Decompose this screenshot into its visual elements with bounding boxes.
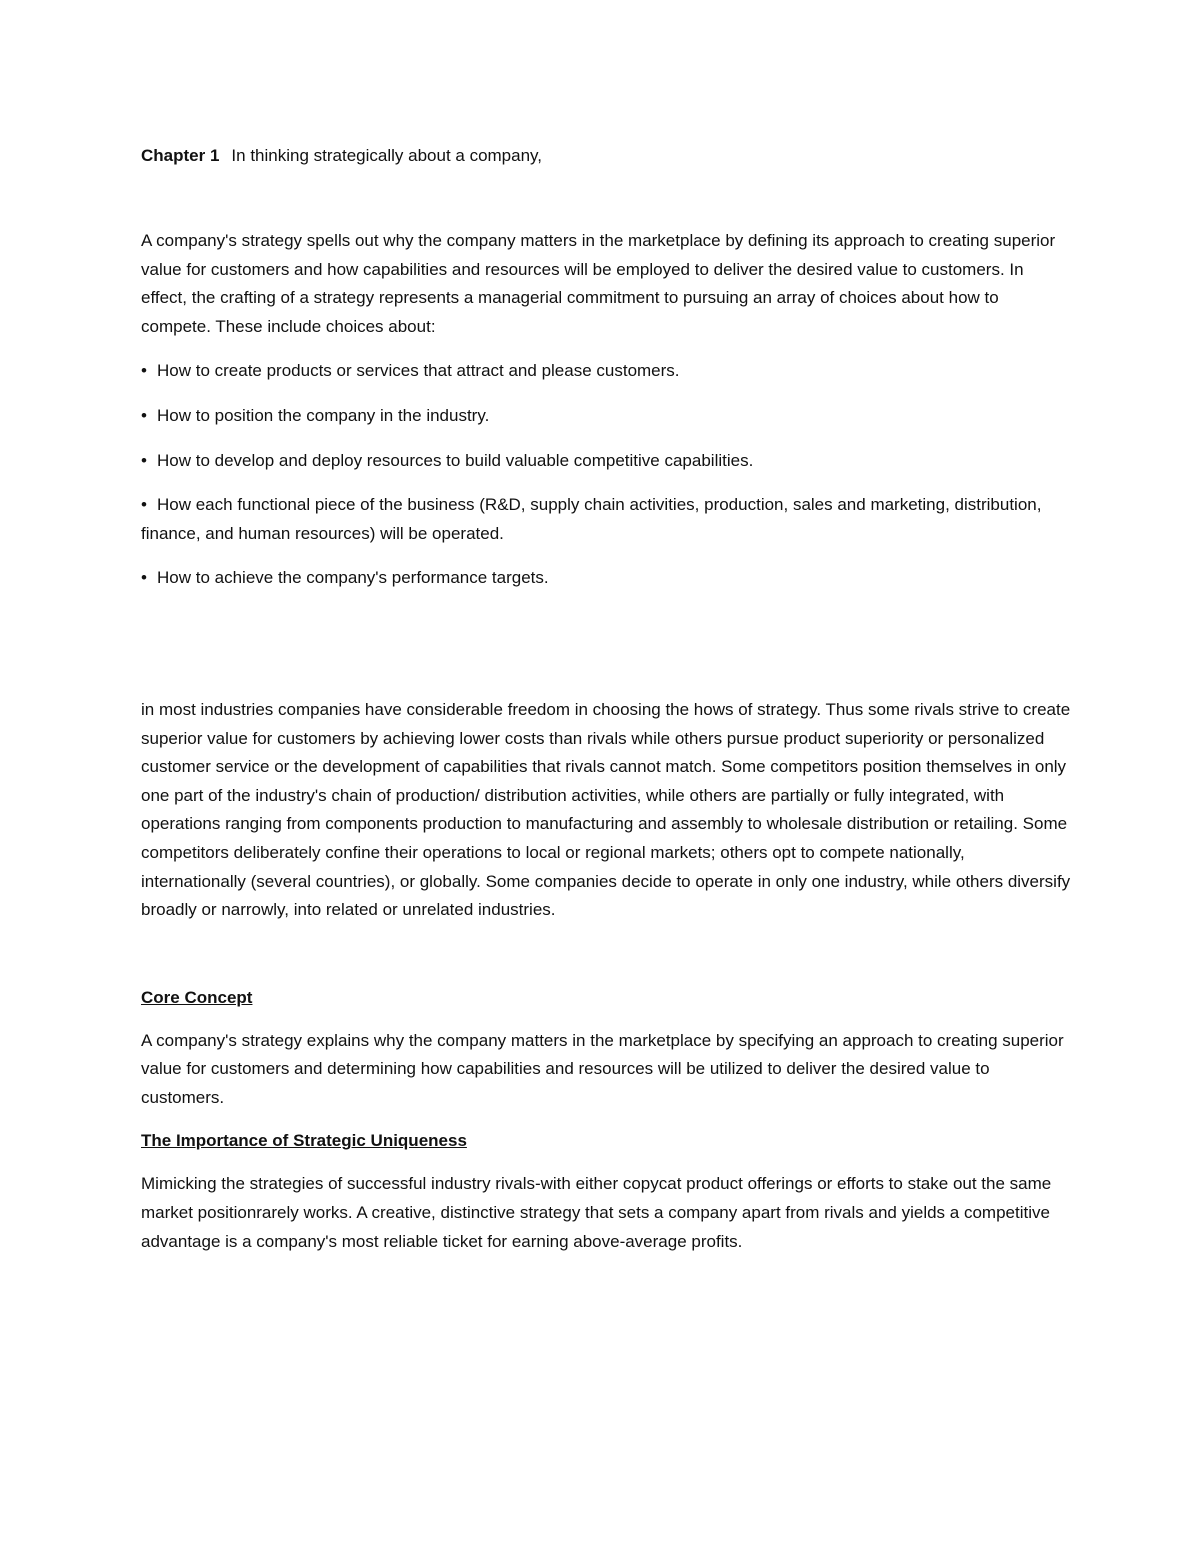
document-body — [141, 142, 1071, 1256]
list-item — [141, 447, 1071, 476]
list-item — [141, 491, 1071, 548]
list-item-text: How to achieve the company's performance targets. — [157, 568, 549, 588]
list-item — [141, 357, 1071, 386]
bullet-symbol: • — [141, 405, 147, 425]
bullet-symbol: • — [141, 568, 147, 588]
bullet-symbol: • — [141, 361, 147, 381]
uniqueness-heading: The Importance of Strategic Uniqueness — [141, 1131, 467, 1151]
core-concept-paragraph: A company's strategy explains why the company matters in the marketplace by specifying an approach to creating superior value for customers and determining how capabilities and resources will be utilized to deliver the desired value to customers. — [141, 1030, 1064, 1107]
list-item-text: How to position the company in the industry. — [157, 405, 490, 425]
chapter-heading — [141, 142, 1071, 170]
freedom-paragraph: in most industries companies have considerable freedom in choosing the hows of strategy. Thus some rivals strive to create superior value for customers by achieving lower costs than rivals while others pursue product superiority or personalized customer service or the development of capabilities that rivals cannot match. Some competitors position themselves in only one part of the industry's chain of production/ distribution activities, while others are partially or fully integrated, with operations ranging from components production to manufacturing and assembly to wholesale distribution or retailing. Some competitors deliberately confine their operations to local or regional markets; others opt to compete nationally, internationally (several countries), or globally. Some companies decide to operate in only one industry, while others diversify broadly or narrowly, into related or unrelated industries. — [141, 699, 1071, 920]
intro-paragraph: A company's strategy spells out why the company matters in the marketplace by defining its approach to creating superior value for customers and how capabilities and resources will be employed to deliver the desired value to customers. In effect, the crafting of a strategy represents a managerial commitment to pursuing an array of choices about how to compete. These include choices about: — [141, 231, 1056, 336]
list-item-text: How to create products or services that attract and please customers. — [157, 361, 680, 381]
bullet-list — [141, 357, 1071, 593]
chapter-title: In thinking strategically about a company, — [231, 146, 543, 165]
bullet-symbol: • — [141, 495, 147, 515]
list-item-text: How each functional piece of the business (R&D, supply chain activities, production, sales and marketing, distribution, finance, and human resources) will be operated. — [141, 495, 1042, 543]
bullet-symbol: • — [141, 450, 147, 470]
list-item — [141, 564, 1071, 593]
chapter-label: Chapter 1 — [141, 146, 220, 165]
list-item-text: How to develop and deploy resources to build valuable competitive capabilities. — [157, 450, 754, 470]
core-concept-heading: Core Concept — [141, 987, 253, 1007]
list-item — [141, 402, 1071, 431]
uniqueness-paragraph: Mimicking the strategies of successful industry rivals-with either copycat product offerings or efforts to stake out the same market positionrarely works. A creative, distinctive strategy that sets a company apart from rivals and yields a competitive advantage is a company's most reliable ticket for earning above-average profits. — [141, 1174, 1052, 1251]
